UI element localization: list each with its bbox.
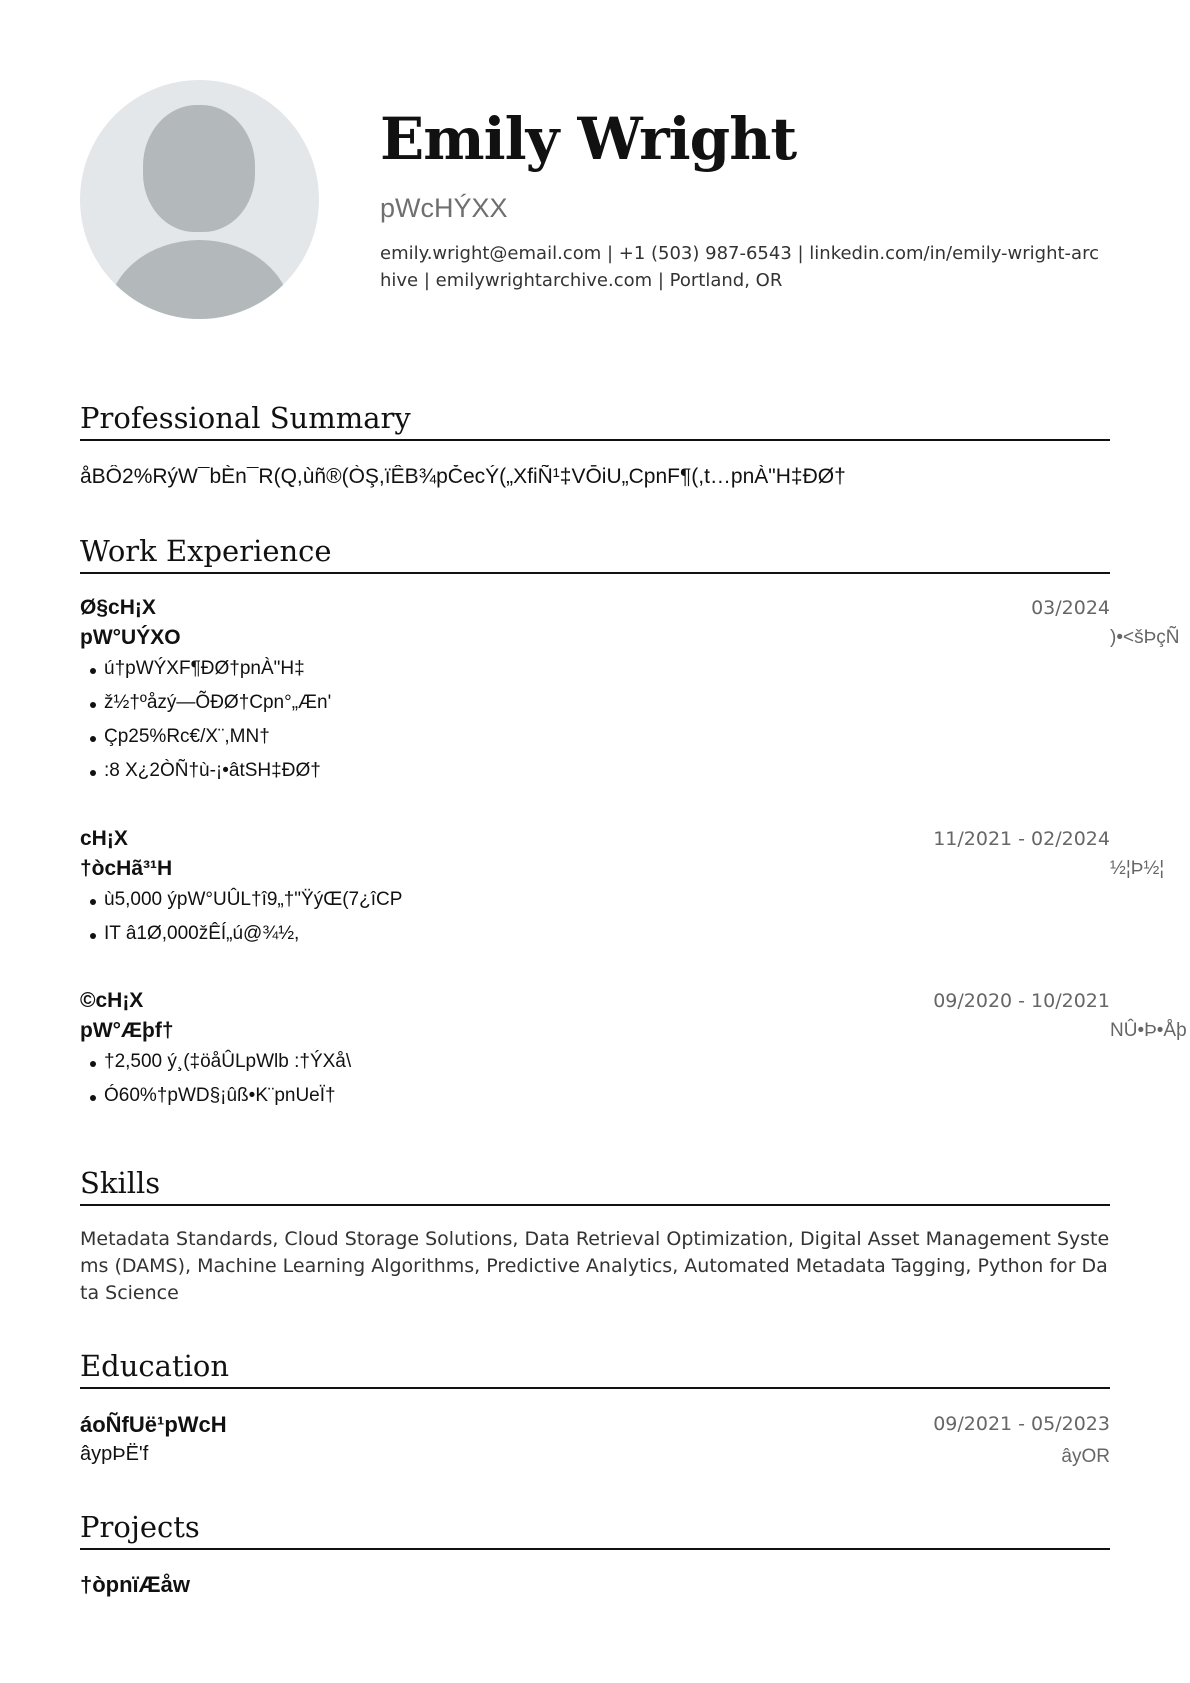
job-date: 03/2024 <box>1031 597 1110 619</box>
job-company: pW°Æþf† <box>80 1019 174 1042</box>
contact-line: emily.wright@email.com | +1 (503) 987-6543 | linkedin.com/in/emily-wright-archive | emilywrightarchive.com | Portland, OR <box>380 243 1099 291</box>
section-title-experience: Work Experience <box>80 535 1110 574</box>
job-location: )•<šÞçÑ <box>1110 627 1180 648</box>
job-date: 11/2021 - 02/2024 <box>933 828 1110 850</box>
section-title-education: Education <box>80 1350 1110 1389</box>
job-title: ©cH¡X <box>80 989 144 1012</box>
summary-text: åBÔ2%RýW¯bÈn¯R(Q,ùñ®(ÒŞ,ïÊB¾pČecÝ(„XfiÑ¹‡VŌiU„CpnF¶(,t…pnÀ"H‡ÐØ† <box>80 465 846 488</box>
job-bullet: ž½†ºåzý—ÕÐØ†Cpn°„Æn' <box>104 692 332 713</box>
avatar-head-shape <box>143 105 255 232</box>
job-bullets <box>80 1050 351 1118</box>
job-bullet: ù5,000 ýpW°UÛL†î9„†"ŸýŒ(7¿îCP <box>104 889 403 910</box>
job-bullet: IT â1Ø,000žÊÍ„ú@¾½, <box>104 922 402 946</box>
education-school: áoÑfUë¹pWcH <box>80 1412 227 1437</box>
job-location: ½¦Þ½¦ <box>1110 858 1165 879</box>
job-bullet: :8 X¿2ÒÑ†ù-¡•âtSH‡ÐØ† <box>104 759 331 783</box>
job-title: cH¡X <box>80 827 128 850</box>
job-company: †òcHã³¹H <box>80 857 173 880</box>
section-title-projects: Projects <box>80 1511 1110 1550</box>
job-title: Ø§cH¡X <box>80 596 156 619</box>
candidate-name: Emily Wright <box>380 105 797 173</box>
job-bullets <box>80 657 331 793</box>
job-location: NÛ•Þ•Åþ <box>1110 1020 1187 1041</box>
candidate-role: pWcHÝXX <box>380 193 508 223</box>
job-bullet: Ó60%†pWD§¡ûß•K¨pnUeÏ† <box>104 1084 351 1108</box>
avatar <box>80 80 319 319</box>
job-company: pW°UÝXO <box>80 626 181 649</box>
job-date: 09/2020 - 10/2021 <box>933 990 1110 1012</box>
avatar-shoulders-shape <box>108 240 291 319</box>
project-title: †òpnïÆåw <box>80 1572 191 1597</box>
job-bullets <box>80 888 402 956</box>
education-degree: âypÞË'f <box>80 1443 149 1465</box>
skills-text: Metadata Standards, Cloud Storage Solutions, Data Retrieval Optimization, Digital Asset Management Systems (DAMS), Machine Learning Algorithms, Predictive Analytics, Automated Metadata Tagging, Python for Data Science <box>80 1228 1110 1304</box>
job-bullet: ú†pWÝXF¶ÐØ†pnÀ"H‡ <box>104 657 331 681</box>
section-title-summary: Professional Summary <box>80 402 1110 441</box>
job-bullet: Çp25%Rc€/X¨,MN† <box>104 725 331 749</box>
section-title-skills: Skills <box>80 1167 1110 1206</box>
job-bullet: †2,500 ý¸(‡öåÛLpWlb :†ÝXå\ <box>104 1051 352 1072</box>
education-location: âyOR <box>1061 1446 1110 1467</box>
education-date: 09/2021 - 05/2023 <box>933 1413 1110 1435</box>
